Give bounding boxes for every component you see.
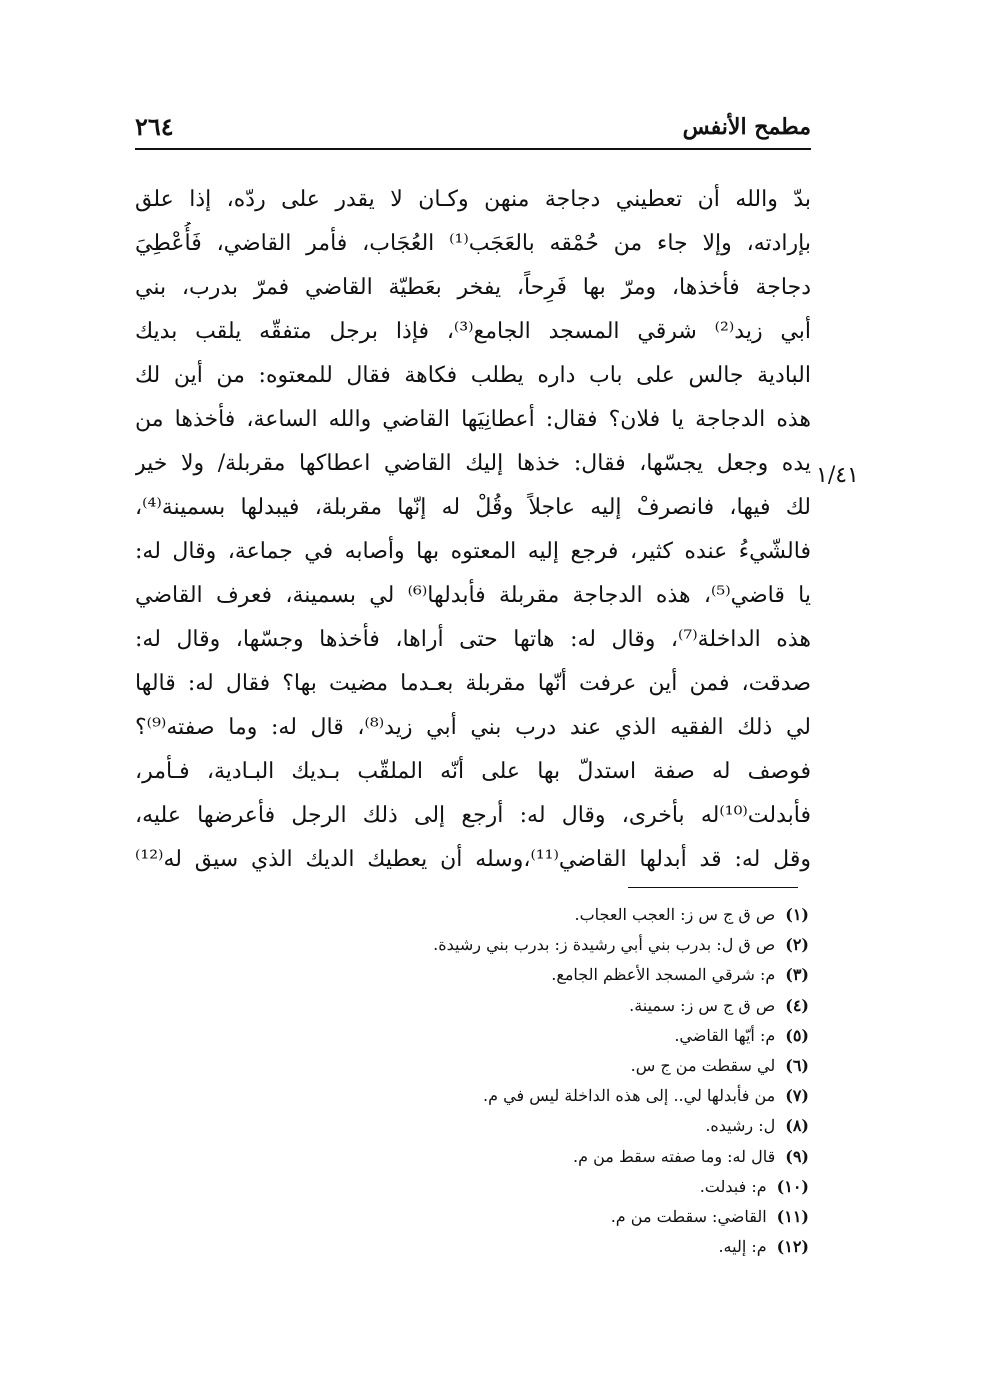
footnote-separator — [628, 887, 798, 888]
footnote-number: (١١) — [776, 1206, 809, 1226]
footnote — [380, 991, 809, 1021]
text-line: فأبدلت⁽¹⁰⁾له بأخرى، وقال له: أرجع إلى ذلك الرجل فأعرضها عليه، — [135, 803, 811, 828]
footnote — [380, 1202, 809, 1232]
footnote-number: (٦) — [785, 1055, 809, 1075]
footnote — [380, 1081, 809, 1111]
footnote — [380, 1021, 809, 1051]
footnote-text: م: أيّها القاضي. — [674, 1025, 776, 1045]
footnote-text: ص ق ج س ز: سمينة. — [629, 995, 776, 1015]
footnote — [380, 930, 809, 960]
footnote — [380, 1142, 809, 1172]
main-text — [135, 178, 811, 882]
footnote-number: (١٠) — [776, 1176, 809, 1196]
text-line: وقل له: قد أبدلها القاضي⁽¹¹⁾،وسله أن يعطيك الديك الذي سيق له⁽¹²⁾ — [135, 847, 811, 872]
footnote-number: (٥) — [785, 1025, 809, 1045]
footnote — [380, 1172, 809, 1202]
footnote-number: (٩) — [785, 1146, 809, 1166]
footnote — [380, 1111, 809, 1141]
text-line: بدّ والله أن تعطيني دجاجة منهن وكـان لا يقدر على ردّه، إذا علق — [135, 187, 811, 212]
running-title: مطمح الأنفس — [682, 114, 811, 140]
footnote-text: م: إليه. — [718, 1237, 767, 1257]
margin-folio-note: ١/٤١ — [816, 463, 859, 488]
text-line: فوصف له صفة استدلّ بها على أنّه الملقّب بـديك البـادية، فـأمر، — [135, 759, 811, 784]
footnote — [380, 1232, 809, 1262]
footnote-text: ص ق ج س ز: العجب العجاب. — [574, 905, 776, 924]
footnotes — [380, 900, 809, 1262]
footnote-number: (٢) — [785, 935, 809, 955]
text-line: يا قاضي⁽⁵⁾، هذه الدجاجة مقربلة فأبدلها⁽⁶⁾ لي بسمينة، فعرف القاضي — [135, 583, 811, 608]
footnote-number: (٧) — [785, 1086, 809, 1106]
footnote-number: (٤) — [785, 995, 809, 1015]
footnote-number: (٣) — [785, 965, 809, 985]
header-rule — [135, 148, 811, 150]
footnote — [380, 900, 809, 930]
text-line: هذه الداخلة⁽⁷⁾، وقال له: هاتها حتى أراها، فأخذها وجسّها، وقال له: — [135, 627, 811, 652]
footnote-text: م: فبدلت. — [699, 1176, 767, 1196]
text-line: أبي زيد⁽²⁾ شرقي المسجد الجامع⁽³⁾، فإذا برجل متفقّه يلقب بديك — [135, 319, 811, 344]
footnote-text: م: شرقي المسجد الأعظم الجامع. — [551, 965, 776, 985]
footnote-text: ص ق ل: بدرب بني أبي رشيدة ز: بدرب بني رشيدة. — [433, 935, 776, 955]
text-line: لي ذلك الفقيه الذي عند درب بني أبي زيد⁽⁸⁾، قال له: وما صفته⁽⁹⁾؟ — [135, 715, 811, 740]
footnote-number: (٨) — [785, 1116, 809, 1136]
footnote-text: ل: رشيده. — [705, 1116, 776, 1136]
text-line: دجاجة فأخذها، ومرّ بها فَرِحاً، يفخر بعَطيّة القاضي فمرّ بدرب، بني — [135, 275, 811, 300]
footnote-number: (١٢) — [776, 1237, 809, 1257]
footnote-text: القاضي: سقطت من م. — [610, 1206, 767, 1226]
footnote — [380, 1051, 809, 1081]
text-line: صدقت، فمن أين عرفت أنّها مقربلة بعـدما مضيت بها؟ فقال له: قالها — [135, 671, 811, 696]
text-line: فالشّيءُ عنده كثير، فرجع إليه المعتوه بها وأصابه في جماعة، وقال له: — [135, 539, 811, 564]
page-number: ٢٦٤ — [135, 112, 174, 141]
footnote — [380, 960, 809, 990]
footnote-text: قال له: وما صفته سقط من م. — [573, 1146, 776, 1166]
text-line: لك فيها، فانصرفْ إليه عاجلاً وقُلْ له إنّها مقربلة، فيبدلها بسمينة⁽⁴⁾، — [135, 495, 811, 520]
text-line: يده وجعل يجسّها، فقال: خذها إليك القاضي اعطاكها مقربلة/ ولا خير — [135, 451, 811, 476]
footnote-text: لي سقطت من ج س. — [630, 1055, 776, 1075]
text-line: البادية جالس على باب داره يطلب فكاهة فقال للمعتوه: من أين لك — [135, 363, 811, 388]
footnote-text: من فأبدلها لي.. إلى هذه الداخلة ليس في م. — [483, 1086, 776, 1106]
text-line: بإرادته، وإلا جاء من حُمْقه بالعَجَب⁽¹⁾ العُجَاب، فأمر القاضي، فَأُعْطِيَ — [135, 231, 811, 256]
footnote-number: (١) — [785, 905, 809, 924]
page-header — [135, 108, 811, 146]
text-line: هذه الدجاجة يا فلان؟ فقال: أعطانِيَها القاضي والله الساعة، فأخذها من — [135, 407, 811, 432]
